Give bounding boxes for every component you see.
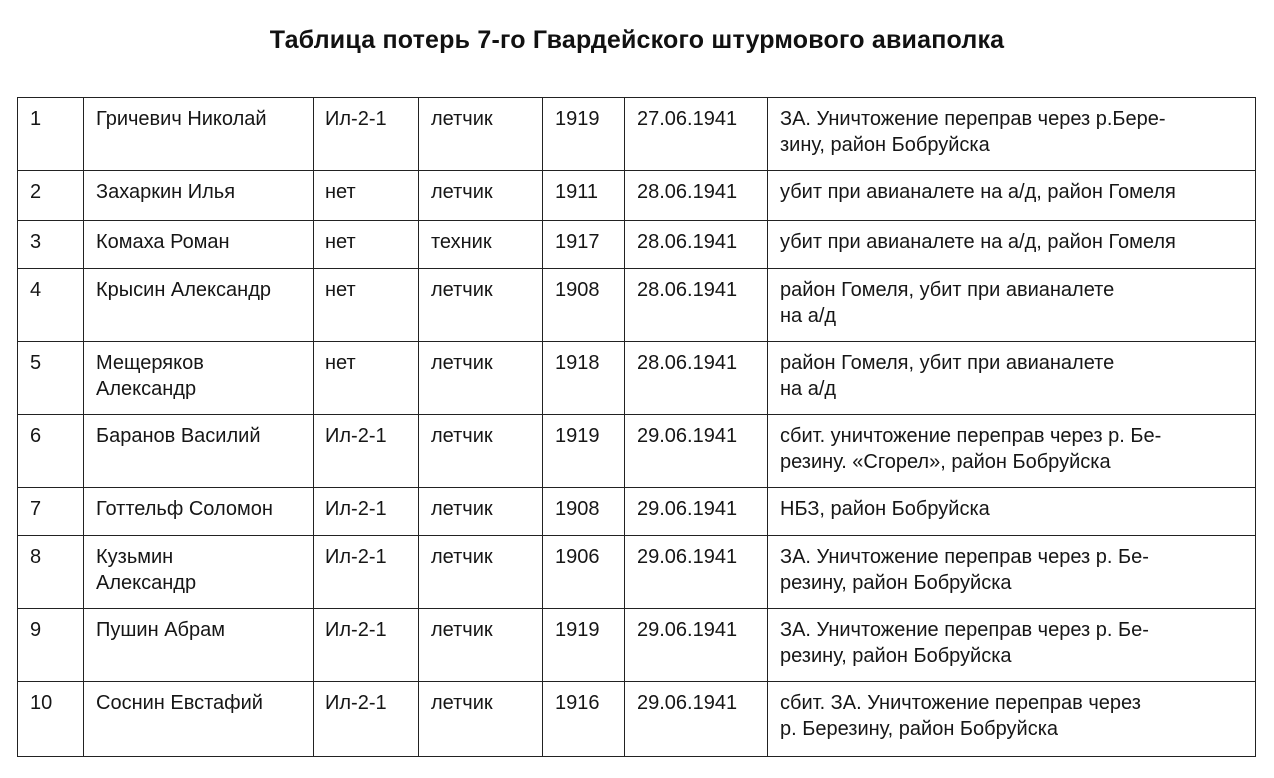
name-cell bbox=[84, 609, 314, 682]
row-number-cell: 4 bbox=[18, 269, 84, 342]
role-cell: летчик bbox=[419, 415, 543, 488]
date-cell: 28.06.1941 bbox=[625, 342, 768, 415]
name-line: Комаха Роман bbox=[96, 231, 230, 253]
note-cell bbox=[768, 342, 1256, 415]
aircraft-cell: Ил-2-1 bbox=[314, 609, 419, 682]
table-row bbox=[18, 171, 1256, 221]
row-number-cell: 7 bbox=[18, 488, 84, 536]
date-cell: 29.06.1941 bbox=[625, 415, 768, 488]
note-line: район Гомеля, убит при авианалете bbox=[780, 279, 1115, 301]
name-line: Кузьмин bbox=[96, 546, 174, 568]
losses-table bbox=[17, 97, 1256, 757]
name-cell bbox=[84, 536, 314, 609]
aircraft-cell: нет bbox=[314, 171, 419, 221]
name-cell bbox=[84, 488, 314, 536]
name-line: Баранов Василий bbox=[96, 425, 261, 447]
name-cell bbox=[84, 415, 314, 488]
name-cell bbox=[84, 342, 314, 415]
date-cell: 27.06.1941 bbox=[625, 98, 768, 171]
date-cell: 29.06.1941 bbox=[625, 488, 768, 536]
note-line: ЗА. Уничтожение переправ через р. Бе- bbox=[780, 546, 1149, 568]
name-cell bbox=[84, 171, 314, 221]
birth-year-cell: 1916 bbox=[543, 682, 625, 757]
aircraft-cell: Ил-2-1 bbox=[314, 536, 419, 609]
table-row bbox=[18, 98, 1256, 171]
row-number-cell: 6 bbox=[18, 415, 84, 488]
role-cell: техник bbox=[419, 221, 543, 269]
table-row bbox=[18, 488, 1256, 536]
table-row bbox=[18, 536, 1256, 609]
note-cell bbox=[768, 221, 1256, 269]
note-line: сбит. уничтожение переправ через р. Бе- bbox=[780, 425, 1162, 447]
note-line: сбит. ЗА. Уничтожение переправ через bbox=[780, 692, 1141, 714]
note-line: на а/д bbox=[780, 378, 837, 400]
date-cell: 29.06.1941 bbox=[625, 536, 768, 609]
note-line: ЗА. Уничтожение переправ через р.Бере- bbox=[780, 108, 1166, 130]
note-line: НБЗ, район Бобруйска bbox=[780, 498, 990, 520]
role-cell: летчик bbox=[419, 98, 543, 171]
name-line: Соснин Евстафий bbox=[96, 692, 263, 714]
note-line: район Гомеля, убит при авианалете bbox=[780, 352, 1115, 374]
name-line: Пушин Абрам bbox=[96, 619, 225, 641]
note-cell bbox=[768, 415, 1256, 488]
row-number-cell: 2 bbox=[18, 171, 84, 221]
role-cell: летчик bbox=[419, 269, 543, 342]
birth-year-cell: 1908 bbox=[543, 488, 625, 536]
role-cell: летчик bbox=[419, 609, 543, 682]
role-cell: летчик bbox=[419, 682, 543, 757]
table-row bbox=[18, 342, 1256, 415]
date-cell: 29.06.1941 bbox=[625, 682, 768, 757]
aircraft-cell: нет bbox=[314, 342, 419, 415]
birth-year-cell: 1908 bbox=[543, 269, 625, 342]
name-line: Гричевич Николай bbox=[96, 108, 267, 130]
role-cell: летчик bbox=[419, 342, 543, 415]
row-number-cell: 1 bbox=[18, 98, 84, 171]
losses-table-body bbox=[18, 98, 1256, 757]
aircraft-cell: Ил-2-1 bbox=[314, 488, 419, 536]
aircraft-cell: нет bbox=[314, 269, 419, 342]
aircraft-cell: Ил-2-1 bbox=[314, 415, 419, 488]
row-number-cell: 8 bbox=[18, 536, 84, 609]
birth-year-cell: 1918 bbox=[543, 342, 625, 415]
row-number-cell: 3 bbox=[18, 221, 84, 269]
note-cell bbox=[768, 609, 1256, 682]
role-cell: летчик bbox=[419, 171, 543, 221]
name-line: Александр bbox=[96, 378, 197, 400]
date-cell: 28.06.1941 bbox=[625, 221, 768, 269]
aircraft-cell: Ил-2-1 bbox=[314, 98, 419, 171]
note-cell bbox=[768, 98, 1256, 171]
note-line: ЗА. Уничтожение переправ через р. Бе- bbox=[780, 619, 1149, 641]
note-cell bbox=[768, 682, 1256, 757]
role-cell: летчик bbox=[419, 488, 543, 536]
table-row bbox=[18, 609, 1256, 682]
note-line: зину, район Бобруйска bbox=[780, 134, 990, 156]
note-line: резину. «Сгорел», район Бобруйска bbox=[780, 451, 1111, 473]
name-cell bbox=[84, 269, 314, 342]
date-cell: 29.06.1941 bbox=[625, 609, 768, 682]
name-line: Захаркин Илья bbox=[96, 181, 236, 203]
table-row bbox=[18, 269, 1256, 342]
note-line: убит при авианалете на а/д, район Гомеля bbox=[780, 181, 1176, 203]
name-line: Мещеряков bbox=[96, 352, 204, 374]
row-number-cell: 10 bbox=[18, 682, 84, 757]
note-cell bbox=[768, 488, 1256, 536]
birth-year-cell: 1919 bbox=[543, 98, 625, 171]
table-row bbox=[18, 221, 1256, 269]
name-line: Крысин Александр bbox=[96, 279, 271, 301]
aircraft-cell: нет bbox=[314, 221, 419, 269]
birth-year-cell: 1911 bbox=[543, 171, 625, 221]
name-cell bbox=[84, 98, 314, 171]
note-line: убит при авианалете на а/д, район Гомеля bbox=[780, 231, 1176, 253]
role-cell: летчик bbox=[419, 536, 543, 609]
note-cell bbox=[768, 269, 1256, 342]
table-row bbox=[18, 682, 1256, 757]
birth-year-cell: 1906 bbox=[543, 536, 625, 609]
birth-year-cell: 1919 bbox=[543, 609, 625, 682]
page-title: Таблица потерь 7-го Гвардейского штурмового авиаполка bbox=[269, 26, 1005, 54]
name-line: Александр bbox=[96, 572, 197, 594]
note-line: резину, район Бобруйска bbox=[780, 572, 1012, 594]
birth-year-cell: 1917 bbox=[543, 221, 625, 269]
name-cell bbox=[84, 221, 314, 269]
name-line: Готтельф Соломон bbox=[96, 498, 273, 520]
note-line: резину, район Бобруйска bbox=[780, 645, 1012, 667]
note-cell bbox=[768, 171, 1256, 221]
note-line: на а/д bbox=[780, 305, 837, 327]
row-number-cell: 9 bbox=[18, 609, 84, 682]
date-cell: 28.06.1941 bbox=[625, 269, 768, 342]
birth-year-cell: 1919 bbox=[543, 415, 625, 488]
note-line: р. Березину, район Бобруйска bbox=[780, 718, 1059, 740]
table-row bbox=[18, 415, 1256, 488]
row-number-cell: 5 bbox=[18, 342, 84, 415]
aircraft-cell: Ил-2-1 bbox=[314, 682, 419, 757]
name-cell bbox=[84, 682, 314, 757]
note-cell bbox=[768, 536, 1256, 609]
date-cell: 28.06.1941 bbox=[625, 171, 768, 221]
